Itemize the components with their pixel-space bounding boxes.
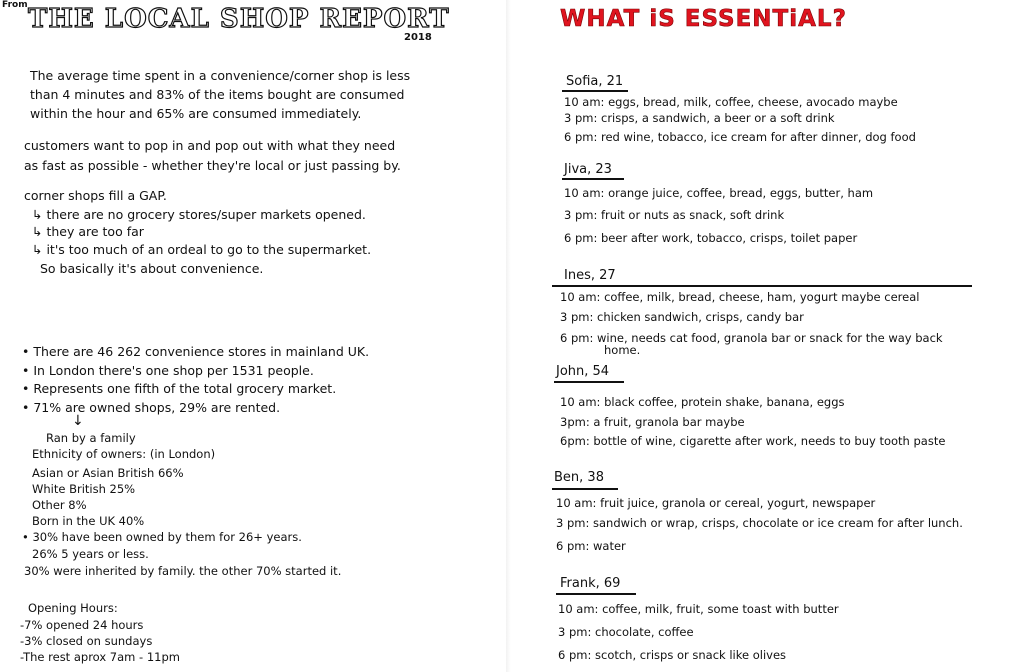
schedule-row: 10 am: black coffee, protein shake, banana, eggs (560, 395, 845, 409)
gap-line: ↳ it's too much of an ordeal to go to the supermarket. (32, 242, 372, 257)
schedule-row: 3 pm: chocolate, coffee (558, 625, 694, 639)
ownership-line: 26% 5 years or less. (32, 547, 149, 561)
person-name-sofia: Sofia, 21 (566, 74, 624, 89)
hours-line: -7% opened 24 hours (20, 618, 144, 632)
name-underline (552, 488, 618, 490)
hours-line: -3% closed on sundays (20, 634, 153, 648)
name-underline (562, 178, 624, 180)
schedule-row: 10 am: fruit juice, granola or cereal, yogurt, newspaper (556, 496, 876, 510)
fact-line: • Represents one fifth of the total grocery market. (22, 381, 337, 396)
fact-line: • 71% are owned shops, 29% are rented. (22, 400, 281, 415)
name-underline (554, 381, 624, 383)
customers-line: customers want to pop in and pop out with what they need (24, 138, 396, 153)
ownership-line: 30% were inherited by family. the other 70% started it. (24, 564, 342, 578)
schedule-row: 6pm: bottle of wine, cigarette after work, needs to buy tooth paste (560, 434, 946, 448)
intro-line: than 4 minutes and 83% of the items bought are consumed (30, 87, 405, 102)
hours-line: -The rest aprox 7am - 11pm (20, 650, 180, 664)
schedule-row: 10 am: orange juice, coffee, bread, eggs, butter, ham (564, 186, 874, 200)
fact-line: • There are 46 262 convenience stores in mainland UK. (22, 344, 370, 359)
schedule-row: 10 am: eggs, bread, milk, coffee, cheese, avocado maybe (564, 95, 898, 109)
schedule-row: 3 pm: sandwich or wrap, crisps, chocolate or ice cream for after lunch. (556, 516, 963, 530)
right-page (512, 0, 1024, 672)
person-name-john: John, 54 (556, 364, 610, 379)
arrow-down-icon: ↓ (72, 413, 84, 429)
essential-title: WHAT iS ESSENTiAL? (560, 6, 847, 32)
gap-line: So basically it's about convenience. (40, 261, 264, 276)
fact-line: • In London there's one shop per 1531 people. (22, 363, 314, 378)
schedule-row: 6 pm: water (556, 539, 626, 553)
schedule-row: 6 pm: scotch, crisps or snack like olives (558, 648, 787, 662)
name-underline (562, 90, 628, 92)
gap-line: ↳ they are too far (32, 224, 144, 239)
person-name-jiva: Jiva, 23 (564, 162, 612, 177)
gap-line: corner shops fill a GAP. (24, 188, 167, 203)
name-underline (556, 593, 636, 595)
schedule-row: 3 pm: chicken sandwich, crisps, candy bar (560, 310, 804, 324)
schedule-row: 10 am: coffee, milk, fruit, some toast with butter (558, 602, 839, 616)
schedule-row: home. (604, 343, 641, 357)
gap-line: ↳ there are no grocery stores/super markets opened. (32, 207, 366, 222)
intro-line: The average time spent in a convenience/corner shop is less (30, 68, 411, 83)
family-line: Ran by a family (46, 431, 136, 445)
schedule-row: 3 pm: crisps, a sandwich, a beer or a soft drink (564, 111, 835, 125)
schedule-row: 6 pm: wine, needs cat food, granola bar or snack for the way back (560, 331, 943, 345)
schedule-row: 6 pm: beer after work, tobacco, crisps, toilet paper (564, 231, 858, 245)
ethnicity-line: Other 8% (32, 498, 87, 512)
hours-title: Opening Hours: (28, 601, 118, 615)
intro-line: within the hour and 65% are consumed immediately. (30, 106, 362, 121)
family-line: Ethnicity of owners: (in London) (32, 447, 216, 461)
customers-line: as fast as possible - whether they're local or just passing by. (24, 158, 401, 173)
ethnicity-line: Born in the UK 40% (32, 514, 145, 528)
person-name-ben: Ben, 38 (554, 470, 604, 485)
person-name-ines: Ines, 27 (564, 268, 616, 283)
schedule-row: 10 am: coffee, milk, bread, cheese, ham, yogurt maybe cereal (560, 290, 920, 304)
ownership-line: • 30% have been owned by them for 26+ years. (22, 530, 302, 544)
schedule-row: 6 pm: red wine, tobacco, ice cream for after dinner, dog food (564, 130, 916, 144)
person-name-frank: Frank, 69 (560, 576, 621, 591)
report-title: THE LOCAL SHOP REPORT (28, 4, 450, 34)
name-underline (552, 285, 972, 287)
schedule-row: 3pm: a fruit, granola bar maybe (560, 415, 745, 429)
schedule-row: 3 pm: fruit or nuts as snack, soft drink (564, 208, 785, 222)
from-label: From (2, 0, 28, 10)
report-year: 2018 (404, 32, 432, 43)
ethnicity-line: Asian or Asian British 66% (32, 466, 184, 480)
ethnicity-line: White British 25% (32, 482, 136, 496)
